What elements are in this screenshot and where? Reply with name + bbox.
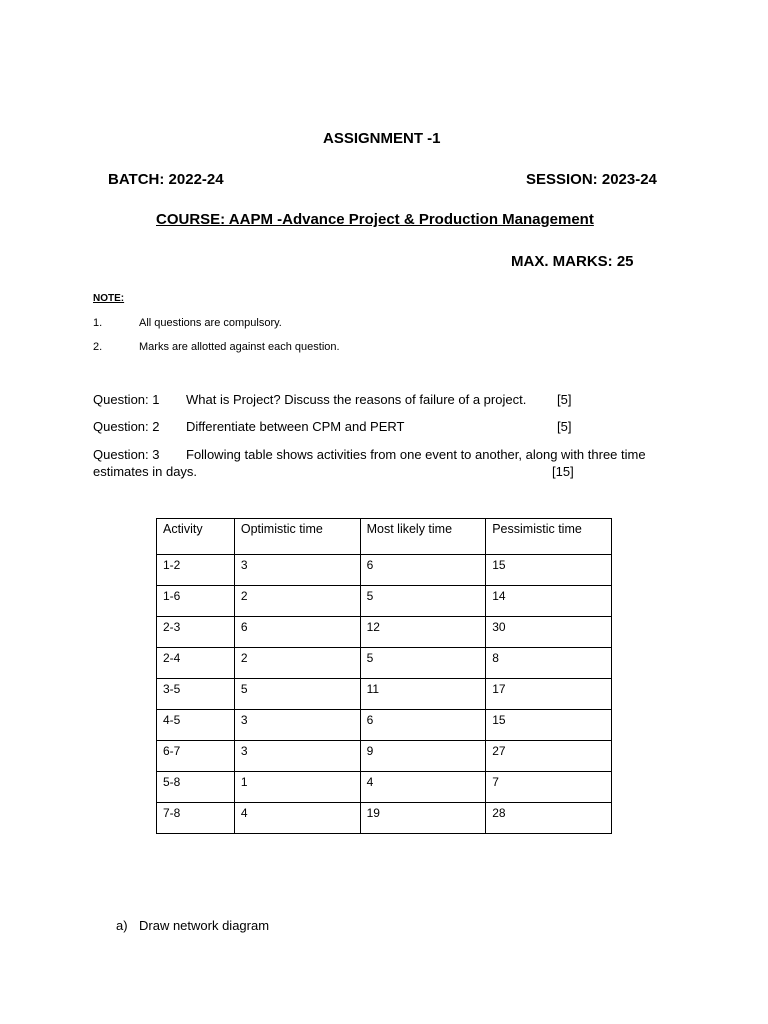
table-header-cell: Pessimistic time — [486, 519, 612, 555]
table-row — [157, 679, 612, 710]
question-2-label: Question: 2 — [93, 419, 160, 434]
table-cell: 4-5 — [157, 710, 235, 741]
table-row — [157, 648, 612, 679]
question-1-label: Question: 1 — [93, 392, 160, 407]
table-row — [157, 555, 612, 586]
session-label: SESSION: 2023-24 — [526, 171, 657, 188]
table-cell: 28 — [486, 803, 612, 834]
table-cell: 14 — [486, 586, 612, 617]
table-cell: 19 — [360, 803, 486, 834]
question-3-text: Following table shows activities from one event to another, along with three time — [186, 447, 646, 462]
table-cell: 5 — [360, 586, 486, 617]
max-marks-label: MAX. MARKS: 25 — [511, 253, 634, 270]
table-cell: 3 — [234, 741, 360, 772]
table-cell: 1 — [234, 772, 360, 803]
sub-question-a-text: Draw network diagram — [139, 918, 270, 933]
table-cell: 17 — [486, 679, 612, 710]
table-cell: 2 — [234, 586, 360, 617]
table-cell: 6 — [360, 555, 486, 586]
table-cell: 3-5 — [157, 679, 235, 710]
table-cell: 2 — [234, 648, 360, 679]
table-cell: 2-4 — [157, 648, 235, 679]
table-cell: 3 — [234, 555, 360, 586]
table-row — [157, 803, 612, 834]
page-title: ASSIGNMENT -1 — [323, 130, 441, 147]
table-cell: 2-3 — [157, 617, 235, 648]
table-header-row — [157, 519, 612, 555]
question-2-marks: [5] — [557, 419, 572, 434]
question-3-continuation: estimates in days. — [93, 464, 198, 479]
table-cell: 8 — [486, 648, 612, 679]
table-cell: 12 — [360, 617, 486, 648]
note-heading: NOTE: — [93, 293, 125, 304]
table-header-cell: Most likely time — [360, 519, 486, 555]
question-3-marks: [15] — [552, 464, 574, 479]
activity-time-table — [156, 518, 612, 834]
table-row — [157, 586, 612, 617]
course-title: COURSE: AAPM -Advance Project & Production Management — [156, 211, 594, 228]
note-item-1-text: All questions are compulsory. — [139, 317, 282, 329]
table-cell: 3 — [234, 710, 360, 741]
table-cell: 11 — [360, 679, 486, 710]
table-cell: 4 — [234, 803, 360, 834]
table-cell: 15 — [486, 555, 612, 586]
table-cell: 4 — [360, 772, 486, 803]
table-cell: 5-8 — [157, 772, 235, 803]
note-item-2-text: Marks are allotted against each question. — [139, 341, 340, 353]
note-item-2-number: 2. — [93, 341, 103, 353]
batch-label: BATCH: 2022-24 — [108, 171, 224, 188]
table-header-cell: Activity — [157, 519, 235, 555]
table-cell: 6 — [234, 617, 360, 648]
note-item-1-number: 1. — [93, 317, 103, 329]
table-cell: 5 — [360, 648, 486, 679]
table-cell: 7 — [486, 772, 612, 803]
table-cell: 7-8 — [157, 803, 235, 834]
table-cell: 30 — [486, 617, 612, 648]
table-row — [157, 710, 612, 741]
question-1-text: What is Project? Discuss the reasons of failure of a project. — [186, 392, 527, 407]
question-1-marks: [5] — [557, 392, 572, 407]
table-cell: 6-7 — [157, 741, 235, 772]
table-header-cell: Optimistic time — [234, 519, 360, 555]
table-row — [157, 617, 612, 648]
question-3-label: Question: 3 — [93, 447, 160, 462]
table-cell: 27 — [486, 741, 612, 772]
sub-question-a-marker: a) — [116, 918, 128, 933]
table-cell: 5 — [234, 679, 360, 710]
table-cell: 1-6 — [157, 586, 235, 617]
table-row — [157, 772, 612, 803]
table-cell: 6 — [360, 710, 486, 741]
table-cell: 15 — [486, 710, 612, 741]
question-2-text: Differentiate between CPM and PERT — [186, 419, 405, 434]
table-row — [157, 741, 612, 772]
table-cell: 9 — [360, 741, 486, 772]
table-cell: 1-2 — [157, 555, 235, 586]
